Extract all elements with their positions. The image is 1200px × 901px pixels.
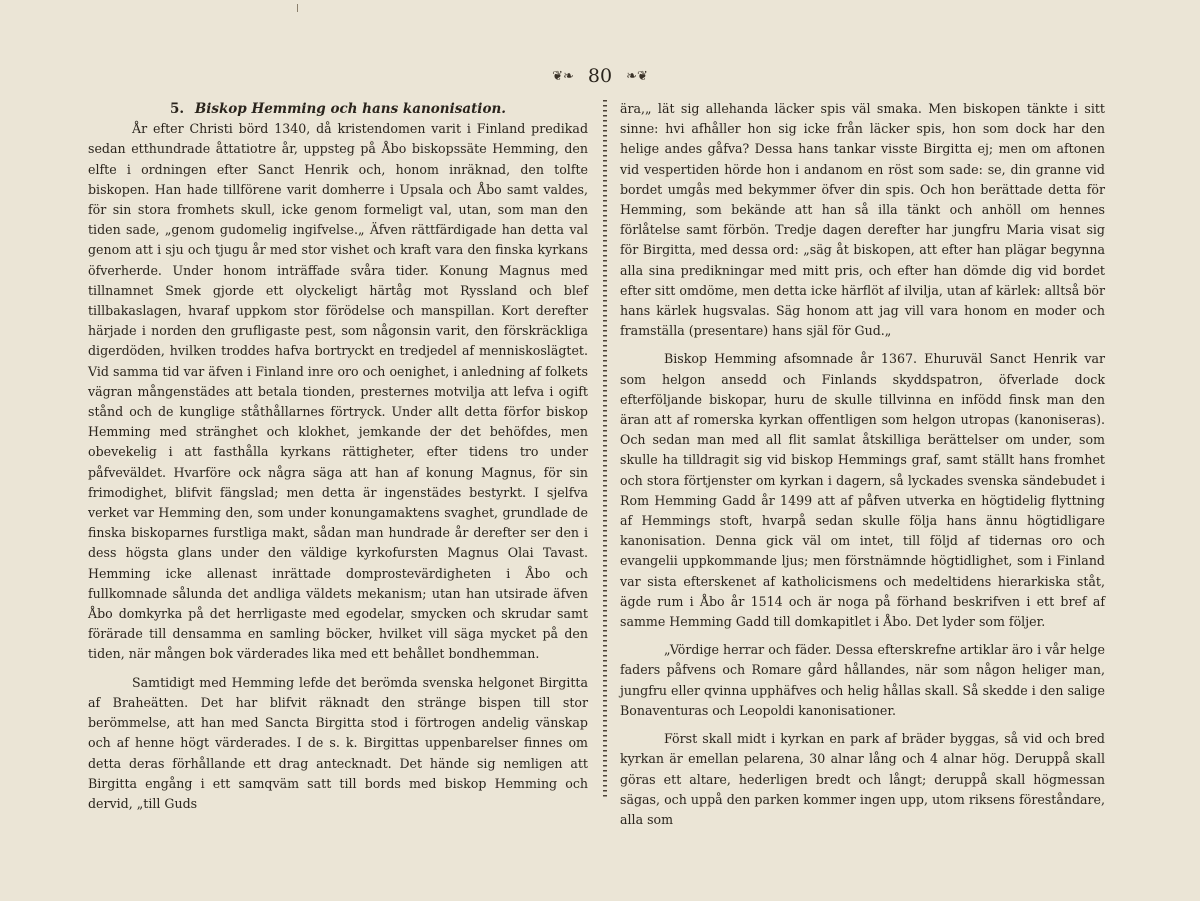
- paragraph: År efter Christi börd 1340, då kristendomen varit i Finland predikad sedan etthundrade åttatiotre år, uppsteg på Åbo biskopssäte Hemming, den elfte i ordningen efter Sanct Henrik och, honom inräknad, den tolfte biskopen. Han hade tillförene varit domherre i Upsala och Åbo samt valdes, för sin stora fromhets skull, icke genom formeligt val, utan, som man den tiden sade, „genom gudomelig ingifvelse.„ Äfven rättfärdigade han detta val genom att i sju och tjugu år med stor vishet och kraft vara den finska kyrkans öfverherde. Under honom inträffade svåra tider. Konung Magnus med tillnamnet Smek gjorde ett olyckeligt härtåg mot Ryssland och blef tillbakaslagen, hvaraf uppkom stor förödelse och manspillan. Kort derefter härjade i norden den grufligaste pest, som någonsin varit, den förskräckliga digerdöden, hvilken troddes hafva bortryckt en tredjedel af menniskoslägtet. Vid samma tid var äfven i Finland inre oro och oenighet, i anledning af folkets vägran mångenstädes att betala tionden, presternes motvilja att lefva i ogift stånd och de kunglige ståthållarnes förtryck. Under allt detta förfor biskop Hemming med stränghet och klokhet, jemkande der det behöfdes, men obevekelig i att fasthålla kyrkans rättigheter, efter tidens tro under påfveväldet. Hvarföre ock några säga att han af konung Magnus, för sin frimodighet, blifvit fängslad; men detta är ingenstädes bestyrkt. I sjelfva verket var Hemming den, som under konungamaktens svaghet, grundlade de finska biskoparnes furstliga makt, sådan man hundrade år derefter ser den i dess högsta glans under den väldige kyrkofursten Magnus Olai Tavast. Hemming icke allenast inrättade domprostevärdigheten i Åbo och fullkomnade sålunda det andliga väldets mekanism; utan han utsirade äfven Åbo domkyrka på det herrligaste med egodelar, smycken och skrudar samt förärade till densamma en samling böcker, hvilket vill säga mycket på den tiden, när mången bok värderades lika med ett behållet bondhemman.: [88, 121, 588, 662]
- right-column: [620, 99, 1105, 830]
- ornament-left: ❦❧: [552, 68, 574, 84]
- paragraph: „Vördige herrar och fäder. Dessa efterskrefne artiklar äro i vår helge faders påfvens och Romare gård hållandes, när som någon heliger man, jungfru eller qvinna upphäfves och helig hållas skall. Så skedde i den salige Bonaventuras och Leopoldi kanonisationer.: [620, 642, 1105, 718]
- column-divider: [603, 100, 607, 800]
- paragraph: Först skall midt i kyrkan en park af bräder byggas, så vid och bred kyrkan är emellan pelarena, 30 alnar lång och 4 alnar hög. Deruppå skall göras ett altare, hederligen bredt och långt; deruppå skall högmessan sägas, och uppå den parken kommer ingen upp, utom riksens föreståndare, alla som: [620, 731, 1105, 827]
- page-number: 80: [587, 65, 613, 87]
- paragraph: Samtidigt med Hemming lefde det berömda svenska helgonet Birgitta af Braheätten. Det har blifvit räknadt den stränge bispen till stor berömmelse, att han med Sancta Birgitta stod i förtrogen andelig vänskap och af henne högt värderades. I de s. k. Birgittas uppenbarelser finnes om detta deras förhållande ett drag antecknadt. Det hände sig nemligen att Birgitta engång i ett samqväm satt till bords med biskop Hemming och dervid, „till Guds: [88, 674, 588, 811]
- paragraph: Biskop Hemming afsomnade år 1367. Ehuruväl Sanct Henrik var som helgon ansedd och Finlands skyddspatron, öfverlade dock efterföljande biskopar, huru de skulle tillvinna en infödd finsk man den äran att af romerska kyrkan offentligen som helgon utropas (kanoniseras). Och sedan man med all flit samlat åtskilliga berättelser om under, som skulle ha tilldragit sig vid biskop Hemmings graf, samt ställt hans fromhet och stora förtjenster om kyrkan i dagern, så lyckades svenska sändebudet i Rom Hemming Gadd år 1499 att af påfven utverka en högtidelig flyttning af Hemmings stoft, hvarpå sedan skulle följa hans ännu högtidligare kanonisation. Denna gick väl om intet, till följd af tidernas oro och evangelii uppkommande ljus; men förstnämnde högtidlighet, som i Finland var sista efterskenet af katholicismens och medeltidens hierarkiska ståt, ägde rum i Åbo år 1514 och är noga på förhand beskrifven i ett bref af samme Hemming Gadd till domkapitlet i Åbo. Det lyder som följer.: [620, 351, 1105, 630]
- fold-mark: [297, 4, 298, 12]
- section-number: 5.: [170, 101, 185, 117]
- section-title: Biskop Hemming och hans kanonisation.: [194, 101, 506, 117]
- page-header: [0, 64, 1200, 90]
- left-column: [88, 99, 588, 814]
- section-heading: [88, 99, 588, 119]
- paragraph: ära,„ lät sig allehanda läcker spis väl smaka. Men biskopen tänkte i sitt sinne: hvi afhåller hon sig icke från läcker spis, hon som dock har den helige andes gåfva? Dessa hans tankar visste Birgitta ej; men om aftonen vid vespertiden hörde hon i andanom en röst som sade: se, din granne vid bordet umgås med bekymmer öfver din spis. Och hon berättade detta för Hemming, som bekände att han så illa tänkt och anhöll om hennes förlåtelse samt förbön. Tredje dagen derefter har jungfru Maria visat sig för Birgitta, med dessa ord: „säg åt biskopen, att efter han plägar begynna alla sina predikningar med mitt pris, och efter han dömde dig vid bordet efter sitt omdöme, men detta icke härflöt af ilvilja, utan af kärlek: alltså bör hans kärlek hugsvalas. Säg honom att jag vill vara honom en moder och framställa (presentare) hans själ för Gud.„: [620, 101, 1105, 339]
- ornament-right: ❧❦: [626, 68, 648, 84]
